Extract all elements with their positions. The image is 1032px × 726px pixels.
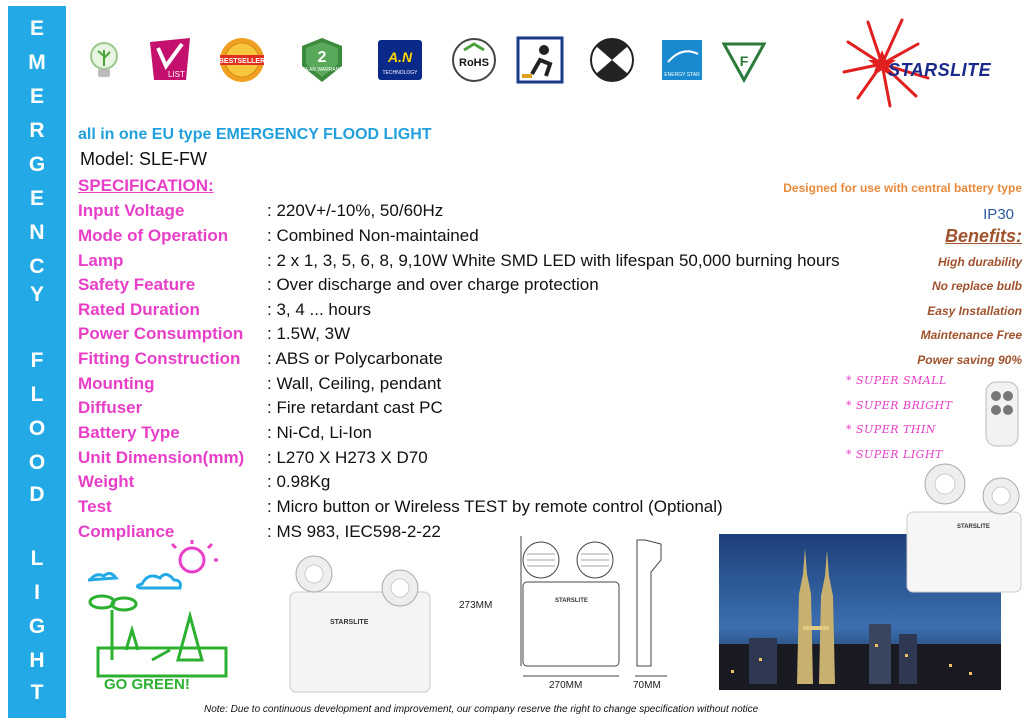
svg-text:2: 2 [317,49,327,66]
list-icon [146,36,194,84]
specification-title: SPECIFICATION: [78,176,214,195]
spec-label: Weight [78,472,135,491]
banner-letter: E [29,187,44,210]
spec-label: Battery Type [78,423,180,442]
spec-value: : 1.5W, 3W [267,324,351,343]
emergency-exit-icon [516,36,564,84]
spec-label: Power Consumption [78,324,244,343]
depth-dimension: 70MM [633,680,661,691]
spec-value: : 0.98Kg [267,472,331,491]
spec-value: : 220V+/-10%, 50/60Hz [267,201,444,220]
svg-text:F: F [739,53,749,69]
spec-value: : MS 983, IEC598-2-22 [267,522,441,541]
spec-label: Mounting [78,374,155,393]
super-feature: * SUPER THIN [846,423,936,436]
banner-letter: M [28,51,46,74]
headline-prefix: all in one EU type [78,126,212,143]
bestseller-icon [218,36,266,84]
banner-letter: N [29,221,45,244]
banner-letter: E [29,17,44,40]
maintained-symbol-icon [588,36,636,84]
banner-letter: G [28,153,46,176]
spec-row-weight [78,472,918,496]
svg-text:LIST: LIST [168,70,185,79]
svg-text:BESTSELLER: BESTSELLER [218,58,266,65]
benefits-title: Benefits: [944,226,1022,246]
warranty-icon [298,36,346,84]
go-green-label: GO GREEN! [104,676,190,693]
spec-label: Diffuser [78,398,143,417]
super-feature: * SUPER LIGHT [846,448,943,461]
spec-value: : L270 X H273 X D70 [267,448,428,467]
banner-letter: R [29,119,45,142]
super-feature: * SUPER BRIGHT [846,399,953,412]
banner-letter: C [29,255,45,278]
spec-value: : ABS or Polycarbonate [267,349,443,368]
banner-letter: O [28,451,46,474]
spec-value: : Combined Non-maintained [267,226,479,245]
spec-value: : Wall, Ceiling, pendant [267,374,442,393]
spec-label: Compliance [78,522,175,541]
svg-text:RoHS: RoHS [459,57,489,69]
brand-name: STARSLITE [888,60,992,80]
benefit-item: Maintenance Free [920,328,1022,342]
spec-label: Unit Dimension(mm) [78,448,245,467]
banner-letter: L [30,547,44,570]
spec-value: : Micro button or Wireless TEST by remote control (Optional) [267,497,723,516]
an-technology-icon [376,36,424,84]
banner-letter: D [29,483,45,506]
spec-label: Input Voltage [78,201,185,220]
spec-row-mounting [78,374,918,398]
central-battery-note: Designed for use with central battery type [783,181,1022,195]
spec-row-fitting [78,349,918,373]
spec-label: Lamp [78,251,124,270]
spec-label: Test [78,497,112,516]
benefit-item: High durability [938,255,1022,269]
footnote: Note: Due to continuous development and improvement, our company reserve the right to change specification without notice [204,704,759,715]
spec-row-power [78,324,918,348]
banner-letter: T [30,681,44,704]
svg-text:STARSLITE: STARSLITE [555,598,588,604]
svg-text:ENERGY STAR: ENERGY STAR [664,72,700,78]
f-mark-icon [720,36,768,84]
product-photo [270,548,460,698]
spec-row-safety [78,275,918,299]
banner-letter: E [29,85,44,108]
ip-rating: IP30 [983,206,1014,223]
svg-text:STARSLITE: STARSLITE [957,524,990,530]
svg-text:STARSLITE: STARSLITE [330,619,369,626]
headline-title: EMERGENCY FLOOD LIGHT [215,126,432,143]
super-feature: * SUPER SMALL [846,374,947,387]
spec-row-test [78,497,918,521]
remote-control-image [980,380,1024,450]
spec-row-duration [78,300,918,324]
energy-star-icon [658,36,706,84]
height-dimension: 273MM [459,600,493,611]
spec-value: : Ni-Cd, Li-Ion [267,423,372,442]
banner-letter: L [30,383,44,406]
spec-row-battery [78,423,918,447]
model-number: Model: SLE-FW [80,149,208,169]
spec-label: Fitting Construction [78,349,241,368]
spec-row-mode [78,226,918,250]
spec-label: Rated Duration [78,300,200,319]
benefit-item: No replace bulb [931,279,1022,293]
benefit-item: Power saving 90% [917,353,1022,367]
banner-letter: G [28,615,46,638]
eco-bulb-icon [80,36,128,84]
spec-row-diffuser [78,398,918,422]
banner-letter: F [30,349,44,372]
svg-text:TECHNOLOGY: TECHNOLOGY [382,70,418,76]
banner-letter: I [34,581,40,604]
dimension-drawing [455,530,695,700]
banner-letter: H [29,649,45,672]
spec-label: Safety Feature [78,275,196,294]
banner-letter: Y [29,283,44,306]
svg-text:2 YEAR WARRANTY: 2 YEAR WARRANTY [298,67,346,73]
benefit-item: Easy Installation [927,304,1022,318]
spec-value: : Over discharge and over charge protection [267,275,599,294]
spec-value: : Fire retardant cast PC [267,398,443,417]
side-banner [8,6,66,718]
product-overlay-photo [905,462,1025,594]
brand-logo [838,16,1028,112]
spec-label: Mode of Operation [78,226,229,245]
banner-letter: O [28,417,46,440]
spec-row-lamp [78,251,918,275]
spec-value: : 3, 4 ... hours [267,300,371,319]
headline [78,126,432,144]
spec-row-dimension [78,448,918,472]
svg-text:A.N: A.N [387,49,413,65]
spec-row-input-voltage [78,201,918,225]
width-dimension: 270MM [549,680,583,691]
rohs-icon [450,36,498,84]
spec-value: : 2 x 1, 3, 5, 6, 8, 9,10W White SMD LED with lifespan 50,000 burning hours [267,251,840,270]
